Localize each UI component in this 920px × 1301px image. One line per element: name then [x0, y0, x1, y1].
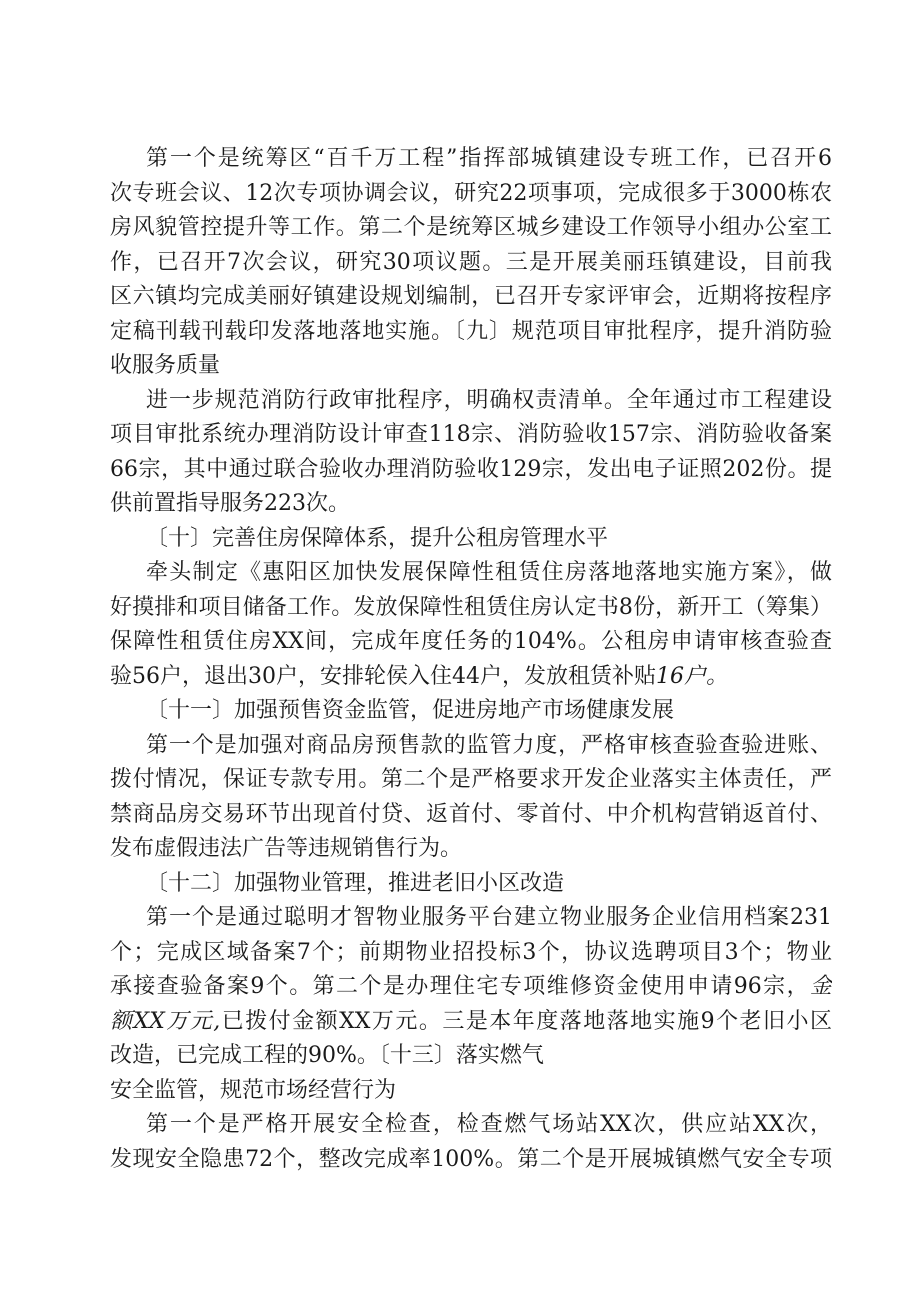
text-line — [110, 832, 832, 867]
line-text: 第一个是统筹区“百千万工程”指挥部城镇建设专班工作，已召开6 — [146, 146, 832, 171]
line-text: 改造，已完成工程的90%。〔十三〕落实燃气 — [110, 1043, 544, 1068]
line-text: 供前置指导服务223次。 — [110, 491, 350, 516]
line-text: 〔十一〕加强预售资金监管，促进房地产市场健康发展 — [146, 698, 675, 723]
line-text: 收服务质量 — [110, 353, 221, 378]
line-text: 进一步规范消防行政审批程序，明确权责清单。全年通过市工程建设 — [146, 387, 832, 413]
italic-text: 16户。 — [655, 663, 728, 689]
line-text: 第一个是加强对商品房预售款的监管力度，严格审核查验查验进账、 — [146, 732, 832, 758]
text-line — [110, 280, 832, 315]
line-text: 第一个是严格开展安全检查，检查燃气场站XX次，供应站XX次， — [146, 1112, 832, 1137]
line-text: 验56户，退出30户，安排轮侯入住44户，发放租赁补贴 — [110, 663, 656, 689]
paragraph-lines — [110, 142, 832, 1177]
line-text: 〔十二〕加强物业管理，推进老旧小区改造 — [146, 870, 565, 896]
line-text: 第一个是通过聪明才智物业服务平台建立物业服务企业信用档案231 — [146, 905, 832, 930]
line-text: 拨付情况，保证专款专用。第二个是严格要求开发企业落实主体责任，严 — [110, 767, 832, 792]
text-line — [110, 1005, 832, 1040]
text-line — [110, 177, 832, 212]
text-line — [110, 901, 832, 936]
text-line — [110, 315, 832, 350]
line-text: 牵头制定《惠阳区加快发展保障性租赁住房落地落地实施方案》，做 — [146, 560, 832, 585]
line-text: 区六镇均完成美丽好镇建设规划编制，已召开专家评审会，近期将按程序 — [110, 284, 832, 309]
line-text: 安全监管，规范市场经营行为 — [110, 1077, 397, 1103]
text-line — [110, 763, 832, 798]
line-text: 发布虚假违法广告等违规销售行为。 — [110, 836, 463, 861]
text-line — [110, 487, 832, 522]
text-line — [110, 522, 832, 557]
text-line — [110, 556, 832, 591]
text-line — [110, 349, 832, 384]
text-line — [110, 660, 832, 695]
text-line — [110, 694, 832, 729]
text-line — [110, 1074, 832, 1109]
line-text: 已拨付金额XX万元。三是本年度落地落地实施9个老旧小区 — [220, 1008, 832, 1034]
text-line — [110, 625, 832, 660]
text-line — [110, 591, 832, 626]
text-line — [110, 867, 832, 902]
line-text: 承接查验备案9个。第二个是办理住宅专项维修资金使用申请96宗， — [110, 974, 810, 999]
text-line — [110, 970, 832, 1005]
italic-text: 金 — [809, 974, 832, 999]
line-text: 个；完成区域备案7个；前期物业招投标3个，协议选聘项目3个；物业 — [110, 939, 832, 965]
line-text: 〔十〕完善住房保障体系，提升公租房管理水平 — [146, 525, 609, 551]
line-text: 禁商品房交易环节出现首付贷、返首付、零首付、中介机构营销返首付、 — [110, 801, 832, 827]
text-line — [110, 1108, 832, 1143]
line-text: 66宗，其中通过联合验收办理消防验收129宗，发出电子证照202份。提 — [110, 456, 832, 482]
line-text: 保障性租赁住房XX间，完成年度任务的104%。公租房申请审核查验查 — [110, 629, 832, 654]
line-text: 好摸排和项目储备工作。发放保障性租赁住房认定书8份，新开工（筹集） — [110, 594, 832, 620]
text-line — [110, 936, 832, 971]
text-line — [110, 798, 832, 833]
line-text: 发现安全隐患72个，整改完成率100%。第二个是开展城镇燃气安全专项 — [110, 1146, 832, 1172]
text-line — [110, 211, 832, 246]
text-line — [110, 1143, 832, 1178]
text-line — [110, 453, 832, 488]
italic-text: 额XX万元, — [110, 1008, 221, 1034]
text-line — [110, 418, 832, 453]
line-text: 次专班会议、12次专项协调会议，研究22项事项，完成很多于3000栋农 — [110, 180, 832, 206]
text-line — [110, 246, 832, 281]
line-text: 作，已召开7次会议，研究30项议题。三是开展美丽珏镇建设，目前我 — [110, 249, 832, 275]
text-line — [110, 729, 832, 764]
text-line — [110, 384, 832, 419]
text-line — [110, 142, 832, 177]
line-text: 房风貌管控提升等工作。第二个是统筹区城乡建设工作领导小组办公室工 — [110, 215, 832, 240]
line-text: 定稿刊载刊载印发落地落地实施。〔九〕规范项目审批程序，提升消防验 — [110, 318, 832, 344]
line-text: 项目审批系统办理消防设计审查118宗、消防验收157宗、消防验收备案 — [110, 422, 832, 447]
document-body — [110, 142, 832, 1177]
text-line — [110, 1039, 832, 1074]
